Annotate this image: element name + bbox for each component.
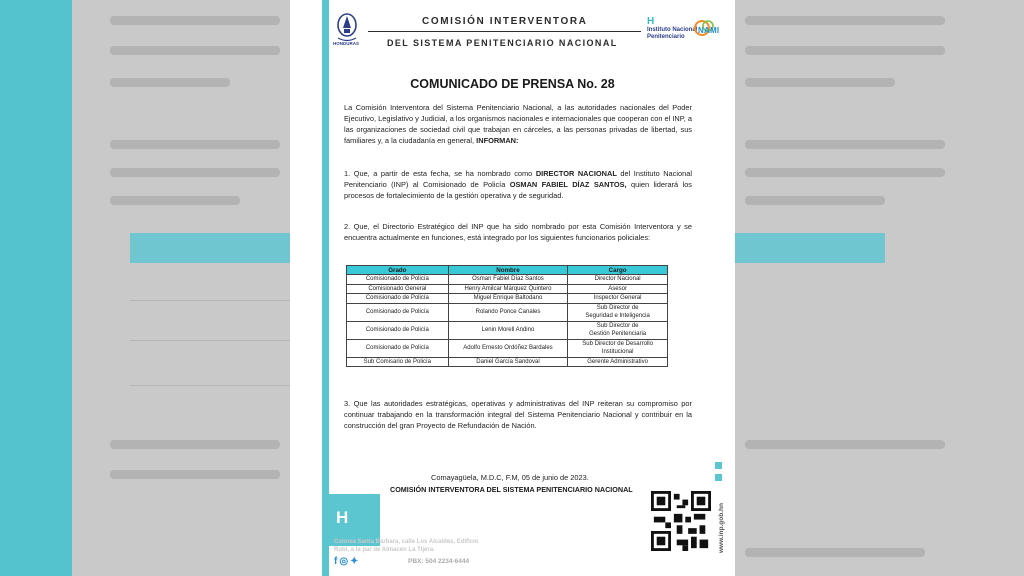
table-cell-cargo: Sub Director de Gestión Penitenciaria xyxy=(568,321,668,339)
header-divider xyxy=(368,31,641,32)
table-cell-cargo: Sub Director de Seguridad e Inteligencia xyxy=(568,303,668,321)
background-table-band xyxy=(130,233,290,263)
footer-pbx: PBX: 504 2234-6444 xyxy=(408,558,470,565)
nami-logo-text: NAMI xyxy=(698,26,720,35)
intro-bold: INFORMAN: xyxy=(476,136,519,145)
paragraph-3: 3. Que las autoridades estratégicas, operativas y administrativas del INP reiteran su compromiso por continuar trabajando en la transformación integral del Sistema Penitenciario Nacional y contribuir en la construcción del gran Proyecto de Refundación de Nación. xyxy=(344,399,692,430)
table-cell-grado: Comisionado de Policía xyxy=(347,321,449,339)
table-cell-cargo: Director Nacional xyxy=(568,275,668,285)
table-cell-grado: Sub Comisario de Policía xyxy=(347,357,449,367)
background-text-line xyxy=(110,196,240,205)
background-text-line xyxy=(110,440,280,449)
table-row xyxy=(347,294,668,304)
address-line-1: Colonia Santa Bárbara, calle Los Alcaldes, Edificio xyxy=(334,539,479,545)
footer-inp-logo: H xyxy=(336,508,350,527)
background-text-line xyxy=(110,168,280,177)
table-cell-nombre: Lenin Morell Andino xyxy=(448,321,568,339)
signatory: COMISIÓN INTERVENTORA DEL SISTEMA PENITENCIARIO NACIONAL xyxy=(390,485,633,494)
table-row xyxy=(347,303,668,321)
background-text-line xyxy=(110,140,280,149)
table-cell-cargo: Asesor xyxy=(568,284,668,294)
background-text-line xyxy=(745,548,925,557)
table-cell-grado: Comisionado de Policía xyxy=(347,294,449,304)
table-cell-nombre: Miguel Enrique Baltodano xyxy=(448,294,568,304)
table-cell-grado: Comisionado de Policía xyxy=(347,275,449,285)
officials-table xyxy=(346,265,668,367)
table-cell-nombre: Henry Amilcar Márquez Quintero xyxy=(448,284,568,294)
press-release-page xyxy=(290,0,735,576)
background-text-line xyxy=(745,78,895,87)
side-url-text: www.inp.gob.hn xyxy=(718,503,725,553)
background-text-line xyxy=(110,470,280,479)
table-header-cargo: Cargo xyxy=(568,266,668,275)
seal-caption: HONDURAS xyxy=(332,41,359,46)
background-row xyxy=(130,385,290,386)
inp-logo-mark: H xyxy=(647,16,655,27)
table-cell-cargo: Inspector General xyxy=(568,294,668,304)
background-text-line xyxy=(745,46,945,55)
background-row xyxy=(130,340,290,341)
release-title: COMUNICADO DE PRENSA No. 28 xyxy=(410,77,615,91)
table-cell-grado: Comisionado General xyxy=(347,284,449,294)
footer-address xyxy=(334,538,534,554)
table-cell-cargo: Sub Director de Desarrollo Institucional xyxy=(568,339,668,357)
background-text-line xyxy=(745,440,945,449)
table-cell-grado: Comisionado de Policía xyxy=(347,303,449,321)
background-text-line xyxy=(110,78,230,87)
background-text-line xyxy=(110,46,280,55)
table-row xyxy=(347,275,668,285)
nami-logo xyxy=(694,18,726,42)
decorative-square xyxy=(715,462,722,469)
background-accent-bar xyxy=(0,0,72,576)
table-cell-nombre: Osman Fabiel Díaz Santos xyxy=(448,275,568,285)
table-row xyxy=(347,339,668,357)
p1-text-a: 1. Que, a partir de esta fecha, se ha nombrado como xyxy=(344,169,533,178)
paragraph-2: 2. Que, el Directorio Estratégico del INP que ha sido nombrado por esta Comisión Interventora y se encuentra actualmente en funciones, está integrado por los siguientes funcionarios policiales: xyxy=(344,222,692,242)
decorative-square xyxy=(715,474,722,481)
p1-bold-name: OSMAN FABIEL DÍAZ SANTOS, xyxy=(509,180,627,189)
background-text-line xyxy=(110,16,280,25)
inp-logo-name-line2: Penitenciario xyxy=(647,34,685,40)
background-text-line xyxy=(745,196,885,205)
inp-logo-name-line1: Instituto Nacional xyxy=(647,27,698,33)
table-header-grado: Grado xyxy=(347,266,449,275)
table-row xyxy=(347,321,668,339)
p1-bold-title: DIRECTOR NACIONAL xyxy=(535,169,617,178)
p1-text-c: del Instituto Nacional Penitenciario (INP) al Comisionado de Policía xyxy=(344,169,692,189)
header-title: COMISIÓN INTERVENTORA xyxy=(422,16,588,27)
table-cell-nombre: Rolando Ponce Canales xyxy=(448,303,568,321)
social-icons: f◎✦ xyxy=(334,556,361,567)
p1-text-e: quien liderará los procesos de fortalecimiento de la gestión operativa y de seguridad. xyxy=(344,180,692,200)
table-row xyxy=(347,357,668,367)
table-cell-cargo: Gerente Administrativo xyxy=(568,357,668,367)
background-text-line xyxy=(745,140,945,149)
background-row xyxy=(130,300,290,301)
table-cell-grado: Comisionado de Policía xyxy=(347,339,449,357)
table-cell-nombre: Adolfo Ernesto Ordóñez Bardales xyxy=(448,339,568,357)
table-row xyxy=(347,284,668,294)
header-subtitle: DEL SISTEMA PENITENCIARIO NACIONAL xyxy=(387,38,618,48)
paragraph-1 xyxy=(344,168,692,201)
intro-paragraph xyxy=(344,102,692,146)
place-and-date: Comayagüela, M.D.C, F.M, 05 de junio de 2023. xyxy=(431,473,589,482)
background-table-band xyxy=(735,233,885,263)
table-header-nombre: Nombre xyxy=(448,266,568,275)
table-cell-nombre: Daniel García Sandoval xyxy=(448,357,568,367)
background-text-line xyxy=(745,16,945,25)
side-website-url xyxy=(716,490,726,554)
table-header-row xyxy=(347,266,668,275)
qr-code-icon xyxy=(651,491,711,551)
background-text-line xyxy=(745,168,945,177)
intro-text: La Comisión Interventora del Sistema Penitenciario Nacional, a las autoridades nacionales del Poder Ejecutivo, Legislativo y Judicial, a los organismos nacionales e internacionales que cooperan con el INP, a las organizaciones de sociedad civil que trabajan en cárceles, a las personas privadas de libertad, sus familiares y, a la ciudadanía en general, xyxy=(344,103,692,145)
address-line-2: Rubí, a la par de Almacén La Tijera. xyxy=(334,547,435,553)
